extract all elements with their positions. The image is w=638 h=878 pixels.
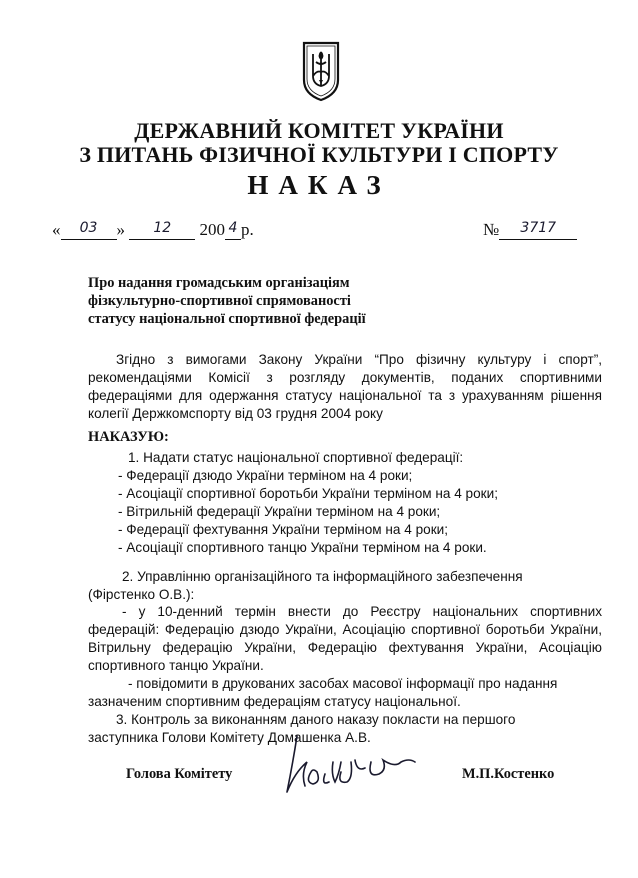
item1-title: 1. Надати статус національної спортивної федерації: — [128, 450, 464, 465]
preamble-line-3: федераціями для одержання статусу національної та з урахуванням рішення — [88, 388, 602, 403]
item2-line-7: - повідомити в друкованих засобах масової інформації про надання — [128, 676, 558, 691]
order-number: 3717 — [520, 220, 557, 236]
date-day: 03 — [79, 220, 98, 236]
preamble-line-1: Згідно з вимогами Закону України “Про фізичну культуру і спорт”, — [116, 352, 602, 367]
item3-line-1: 3. Контроль за виконанням даного наказу покласти на першого — [116, 712, 516, 727]
item3-line-2: заступника Голови Комітету Домашенка А.В. — [88, 730, 371, 745]
item2-line-6: спортивного танцю України. — [88, 658, 264, 673]
date-close-quote: » — [116, 220, 125, 239]
federation-item: - Вітрильній федерації України терміном на 4 роки; — [118, 504, 441, 519]
date-month-field — [129, 221, 195, 240]
subject-line-2: фізкультурно-спортивної спрямованості — [88, 293, 351, 309]
handwritten-signature — [275, 732, 425, 800]
organization-name-line2: З ПИТАНЬ ФІЗИЧНОЇ КУЛЬТУРИ І СПОРТУ — [79, 142, 559, 167]
date-day-field — [61, 221, 117, 240]
date-line — [52, 220, 254, 240]
signatory-name: М.П.Костенко — [462, 766, 555, 782]
date-open-quote: « — [52, 220, 61, 239]
federation-item: - Федерації дзюдо України терміном на 4 роки; — [118, 468, 413, 483]
preamble-line-4: колегії Держкомспорту від 03 грудня 2004 року — [88, 406, 383, 421]
federation-item: - Асоціації спортивної боротьби України терміном на 4 роки; — [118, 486, 498, 501]
order-word: НАКАЗУЮ: — [88, 429, 169, 445]
date-year-digit: 4 — [228, 220, 238, 236]
item2-line-5: Вітрильну федерацію України, Федерацію фехтування України, Асоціацію — [88, 640, 602, 655]
date-year-prefix: 200 — [199, 220, 225, 239]
order-number-field — [499, 221, 577, 240]
item2-line-4: федерацій: Федерацію дзюдо України, Асоціацію спортивної боротьби України, — [88, 622, 602, 637]
federation-item: - Асоціації спортивного танцю України терміном на 4 роки. — [118, 540, 487, 555]
item2-line-1: 2. Управлінню організаційного та інформаційного забезпечення — [122, 569, 523, 584]
coat-of-arms-icon — [301, 40, 341, 102]
federation-item: - Федерації фехтування України терміном на 4 роки; — [118, 522, 449, 537]
date-month: 12 — [153, 220, 172, 236]
item2-line-2: (Фірстенко О.В.): — [88, 587, 195, 602]
organization-name-line1: ДЕРЖАВНИЙ КОМІТЕТ УКРАЇНИ — [134, 118, 504, 143]
number-sign: № — [483, 220, 500, 239]
item2-line-8: зазначеним спортивним федераціям статусу національної. — [88, 694, 461, 709]
preamble-line-2: рекомендаціями Комісії з розгляду документів, поданих спортивними — [88, 370, 602, 385]
subject-line-1: Про надання громадським організаціям — [88, 275, 350, 291]
document-title: НАКАЗ — [247, 170, 391, 200]
order-number-line — [483, 220, 577, 240]
signatory-position: Голова Комітету — [126, 766, 233, 782]
item2-line-3: - у 10-денний термін внести до Реєстру національних спортивних — [122, 604, 602, 619]
subject-line-3: статусу національної спортивної федерації — [88, 311, 366, 327]
date-year-field — [225, 221, 241, 240]
date-year-suffix: р. — [241, 220, 254, 239]
